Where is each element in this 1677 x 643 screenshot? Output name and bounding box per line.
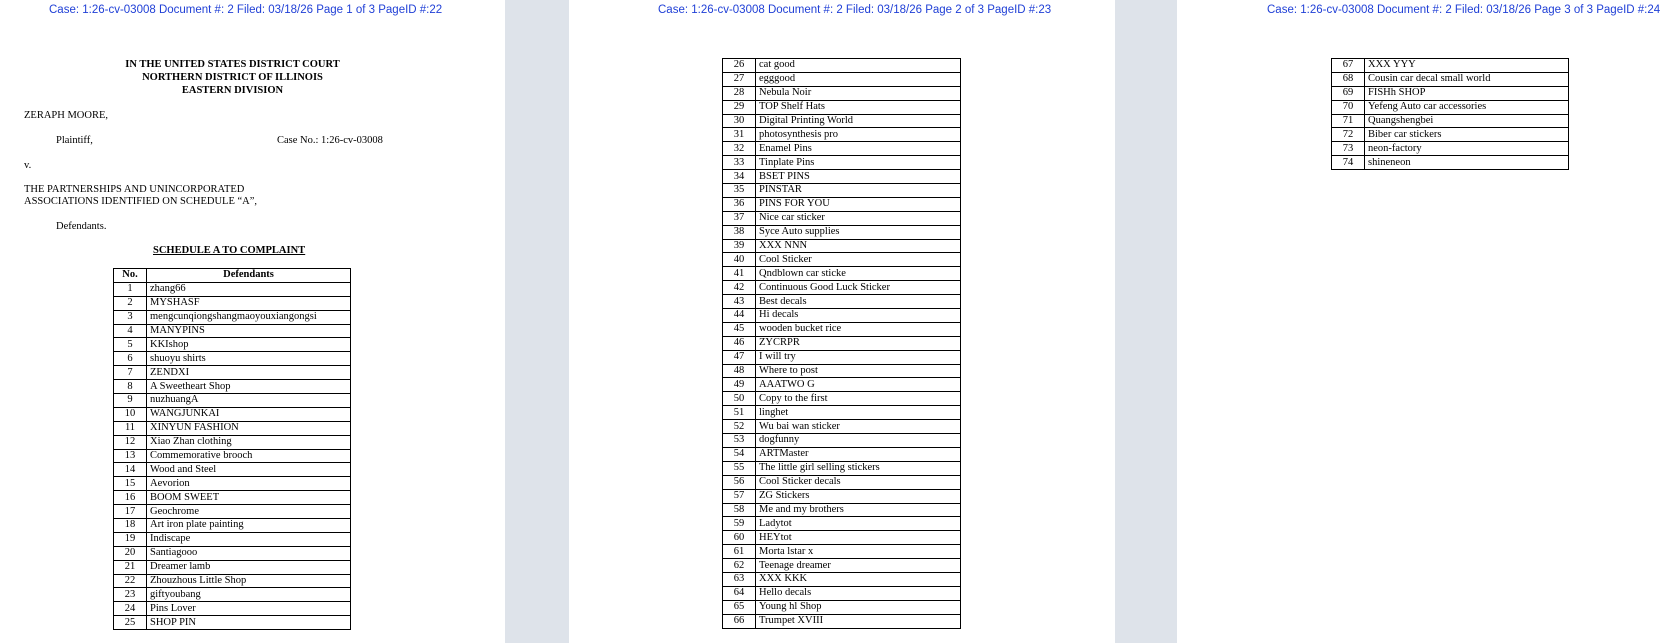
row-number: 34	[723, 170, 756, 184]
defendant-name: zhang66	[147, 282, 351, 296]
defendant-name: egggood	[756, 72, 961, 86]
row-number: 49	[723, 378, 756, 392]
defendant-name: ARTMaster	[756, 447, 961, 461]
defendant-name: Cool Sticker decals	[756, 475, 961, 489]
table-row	[723, 239, 961, 253]
table-row	[723, 586, 961, 600]
row-number: 71	[1332, 114, 1365, 128]
defendant-name: FISHh SHOP	[1365, 86, 1569, 100]
row-number: 37	[723, 211, 756, 225]
defendant-name: Teenage dreamer	[756, 559, 961, 573]
court-caption-heading	[0, 58, 465, 97]
table-row	[114, 491, 351, 505]
row-number: 22	[114, 574, 147, 588]
table-row	[723, 434, 961, 448]
table-row	[723, 350, 961, 364]
defendant-name: Nebula Noir	[756, 86, 961, 100]
row-number: 3	[114, 310, 147, 324]
versus: v.	[24, 160, 32, 171]
defendant-name: Biber car stickers	[1365, 128, 1569, 142]
defendant-name: neon-factory	[1365, 142, 1569, 156]
table-row	[723, 461, 961, 475]
column-header-no: No.	[114, 269, 147, 283]
defendant-name: Cousin car decal small world	[1365, 72, 1569, 86]
row-number: 38	[723, 225, 756, 239]
row-number: 20	[114, 546, 147, 560]
table-row	[723, 531, 961, 545]
row-number: 33	[723, 156, 756, 170]
row-number: 65	[723, 600, 756, 614]
defendant-name: Wu bai wan sticker	[756, 420, 961, 434]
table-row	[723, 322, 961, 336]
table-row	[723, 420, 961, 434]
table-row	[723, 267, 961, 281]
defendant-name: Young hl Shop	[756, 600, 961, 614]
table-row	[723, 392, 961, 406]
row-number: 35	[723, 184, 756, 198]
table-row	[723, 86, 961, 100]
defendant-name: Tinplate Pins	[756, 156, 961, 170]
table-row	[114, 602, 351, 616]
defendant-name: Me and my brothers	[756, 503, 961, 517]
row-number: 56	[723, 475, 756, 489]
table-row	[723, 211, 961, 225]
court-district: NORTHERN DISTRICT OF ILLINOIS	[142, 72, 323, 83]
court-division: EASTERN DIVISION	[181, 85, 284, 96]
defendants-caption-line-1: THE PARTNERSHIPS AND UNINCORPORATED	[24, 184, 245, 195]
schedule-title: SCHEDULE A TO COMPLAINT	[153, 245, 306, 256]
row-number: 30	[723, 114, 756, 128]
row-number: 59	[723, 517, 756, 531]
table-row	[114, 296, 351, 310]
table-row	[114, 616, 351, 630]
defendant-name: ZG Stickers	[756, 489, 961, 503]
table-row	[114, 310, 351, 324]
document-page-2	[569, 0, 1115, 643]
table-row	[723, 142, 961, 156]
defendant-name: Morta lstar x	[756, 545, 961, 559]
table-row	[114, 338, 351, 352]
table-row	[723, 545, 961, 559]
table-row	[114, 366, 351, 380]
row-number: 72	[1332, 128, 1365, 142]
row-number: 43	[723, 295, 756, 309]
defendant-name: PINS FOR YOU	[756, 197, 961, 211]
table-row	[114, 394, 351, 408]
table-row	[114, 505, 351, 519]
defendant-name: dogfunny	[756, 434, 961, 448]
row-number: 27	[723, 72, 756, 86]
case-number: Case No.: 1:26-cv-03008	[277, 135, 383, 146]
table-row	[723, 572, 961, 586]
defendant-name: MYSHASF	[147, 296, 351, 310]
defendant-name: TOP Shelf Hats	[756, 100, 961, 114]
defendant-name: Quangshengbei	[1365, 114, 1569, 128]
table-row	[723, 559, 961, 573]
row-number: 66	[723, 614, 756, 628]
row-number: 67	[1332, 59, 1365, 73]
table-row	[723, 295, 961, 309]
defendant-name: cat good	[756, 59, 961, 73]
row-number: 63	[723, 572, 756, 586]
table-row	[114, 380, 351, 394]
defendant-name: Cool Sticker	[756, 253, 961, 267]
defendant-name: Nice car sticker	[756, 211, 961, 225]
row-number: 74	[1332, 156, 1365, 170]
table-row	[114, 519, 351, 533]
table-row	[114, 435, 351, 449]
row-number: 48	[723, 364, 756, 378]
defendant-name: shuoyu shirts	[147, 352, 351, 366]
defendant-name: Dreamer lamb	[147, 560, 351, 574]
row-number: 28	[723, 86, 756, 100]
row-number: 68	[1332, 72, 1365, 86]
table-row	[1332, 86, 1569, 100]
defendants-role: Defendants.	[56, 221, 107, 232]
schedule-header-row	[114, 269, 351, 283]
defendant-name: AAATWO G	[756, 378, 961, 392]
row-number: 10	[114, 407, 147, 421]
row-number: 9	[114, 394, 147, 408]
defendant-name: I will try	[756, 350, 961, 364]
row-number: 21	[114, 560, 147, 574]
table-row	[723, 336, 961, 350]
table-row	[723, 59, 961, 73]
defendant-name: Continuous Good Luck Sticker	[756, 281, 961, 295]
row-number: 54	[723, 447, 756, 461]
table-row	[723, 503, 961, 517]
row-number: 45	[723, 322, 756, 336]
defendant-name: XXX NNN	[756, 239, 961, 253]
defendant-name: Aevorion	[147, 477, 351, 491]
defendant-name: Geochrome	[147, 505, 351, 519]
defendant-name: nuzhuangA	[147, 394, 351, 408]
row-number: 4	[114, 324, 147, 338]
row-number: 42	[723, 281, 756, 295]
table-row	[723, 281, 961, 295]
row-number: 11	[114, 421, 147, 435]
row-number: 31	[723, 128, 756, 142]
row-number: 5	[114, 338, 147, 352]
defendant-name: The little girl selling stickers	[756, 461, 961, 475]
table-row	[1332, 72, 1569, 86]
defendant-name: Commemorative brooch	[147, 449, 351, 463]
row-number: 2	[114, 296, 147, 310]
document-page-1	[0, 0, 505, 643]
table-row	[723, 184, 961, 198]
table-row	[723, 114, 961, 128]
row-number: 15	[114, 477, 147, 491]
defendant-name: Qndblown car sticke	[756, 267, 961, 281]
row-number: 44	[723, 309, 756, 323]
case-header-stamp: Case: 1:26-cv-03008 Document #: 2 Filed: 03/18/26 Page 2 of 3 PageID #:23	[658, 4, 1052, 16]
row-number: 52	[723, 420, 756, 434]
table-row	[1332, 142, 1569, 156]
defendant-name: Yefeng Auto car accessories	[1365, 100, 1569, 114]
row-number: 29	[723, 100, 756, 114]
defendant-name: Zhouzhous Little Shop	[147, 574, 351, 588]
row-number: 73	[1332, 142, 1365, 156]
row-number: 57	[723, 489, 756, 503]
row-number: 51	[723, 406, 756, 420]
defendant-name: Santiagooo	[147, 546, 351, 560]
table-row	[114, 449, 351, 463]
table-row	[114, 282, 351, 296]
row-number: 69	[1332, 86, 1365, 100]
row-number: 41	[723, 267, 756, 281]
row-number: 14	[114, 463, 147, 477]
table-row	[723, 614, 961, 628]
defendant-name: KKIshop	[147, 338, 351, 352]
defendant-name: XXX KKK	[756, 572, 961, 586]
defendant-name: BSET PINS	[756, 170, 961, 184]
defendant-name: shineneon	[1365, 156, 1569, 170]
table-row	[114, 352, 351, 366]
table-row	[1332, 128, 1569, 142]
row-number: 46	[723, 336, 756, 350]
plaintiff-name: ZERAPH MOORE,	[24, 110, 109, 121]
defendant-name: A Sweetheart Shop	[147, 380, 351, 394]
row-number: 6	[114, 352, 147, 366]
table-row	[723, 309, 961, 323]
row-number: 25	[114, 616, 147, 630]
defendant-name: Enamel Pins	[756, 142, 961, 156]
table-row	[723, 170, 961, 184]
schedule-table-part-2	[722, 58, 961, 629]
defendant-name: Xiao Zhan clothing	[147, 435, 351, 449]
defendant-name: ZENDXI	[147, 366, 351, 380]
row-number: 23	[114, 588, 147, 602]
table-row	[723, 100, 961, 114]
defendant-name: Hello decals	[756, 586, 961, 600]
defendant-name: giftyoubang	[147, 588, 351, 602]
row-number: 55	[723, 461, 756, 475]
table-row	[723, 197, 961, 211]
table-row	[114, 324, 351, 338]
table-row	[723, 600, 961, 614]
table-row	[723, 378, 961, 392]
row-number: 40	[723, 253, 756, 267]
case-header-stamp: Case: 1:26-cv-03008 Document #: 2 Filed: 03/18/26 Page 3 of 3 PageID #:24	[1267, 4, 1661, 16]
table-row	[723, 253, 961, 267]
table-row	[114, 532, 351, 546]
table-row	[723, 72, 961, 86]
defendant-name: PINSTAR	[756, 184, 961, 198]
table-row	[1332, 59, 1569, 73]
row-number: 24	[114, 602, 147, 616]
table-row	[114, 560, 351, 574]
row-number: 1	[114, 282, 147, 296]
row-number: 61	[723, 545, 756, 559]
case-header-stamp: Case: 1:26-cv-03008 Document #: 2 Filed: 03/18/26 Page 1 of 3 PageID #:22	[49, 4, 443, 16]
table-row	[114, 477, 351, 491]
table-row	[114, 421, 351, 435]
table-row	[114, 407, 351, 421]
defendant-name: Indiscape	[147, 532, 351, 546]
row-number: 19	[114, 532, 147, 546]
table-row	[723, 517, 961, 531]
defendant-name: Hi decals	[756, 309, 961, 323]
row-number: 70	[1332, 100, 1365, 114]
document-page-3	[1177, 0, 1677, 643]
row-number: 53	[723, 434, 756, 448]
defendant-name: SHOP PIN	[147, 616, 351, 630]
row-number: 47	[723, 350, 756, 364]
defendant-name: Where to post	[756, 364, 961, 378]
defendants-caption-line-2: ASSOCIATIONS IDENTIFIED ON SCHEDULE “A”,	[24, 196, 258, 207]
defendant-name: XINYUN FASHION	[147, 421, 351, 435]
table-row	[114, 588, 351, 602]
table-row	[723, 489, 961, 503]
defendant-name: Trumpet XVIII	[756, 614, 961, 628]
row-number: 36	[723, 197, 756, 211]
row-number: 16	[114, 491, 147, 505]
table-row	[1332, 156, 1569, 170]
table-row	[723, 406, 961, 420]
defendant-name: Art iron plate painting	[147, 519, 351, 533]
defendant-name: photosynthesis pro	[756, 128, 961, 142]
row-number: 58	[723, 503, 756, 517]
defendant-name: Ladytot	[756, 517, 961, 531]
defendant-name: linghet	[756, 406, 961, 420]
defendant-name: HEYtot	[756, 531, 961, 545]
row-number: 62	[723, 559, 756, 573]
table-row	[723, 156, 961, 170]
defendant-name: Best decals	[756, 295, 961, 309]
defendant-name: Wood and Steel	[147, 463, 351, 477]
defendant-name: BOOM SWEET	[147, 491, 351, 505]
table-row	[723, 225, 961, 239]
row-number: 60	[723, 531, 756, 545]
row-number: 13	[114, 449, 147, 463]
defendant-name: mengcunqiongshangmaoyouxiangongsi	[147, 310, 351, 324]
defendant-name: Syce Auto supplies	[756, 225, 961, 239]
defendant-name: XXX YYY	[1365, 59, 1569, 73]
table-row	[114, 546, 351, 560]
column-header-defendants: Defendants	[147, 269, 351, 283]
table-row	[723, 364, 961, 378]
court-name: IN THE UNITED STATES DISTRICT COURT	[125, 59, 340, 70]
row-number: 50	[723, 392, 756, 406]
defendant-name: ZYCRPR	[756, 336, 961, 350]
row-number: 26	[723, 59, 756, 73]
defendant-name: MANYPINS	[147, 324, 351, 338]
defendant-name: Copy to the first	[756, 392, 961, 406]
schedule-table-part-3	[1331, 58, 1569, 170]
row-number: 7	[114, 366, 147, 380]
plaintiff-role: Plaintiff,	[56, 135, 93, 146]
table-row	[723, 447, 961, 461]
table-row	[114, 574, 351, 588]
defendant-name: Digital Printing World	[756, 114, 961, 128]
defendant-name: wooden bucket rice	[756, 322, 961, 336]
row-number: 39	[723, 239, 756, 253]
table-row	[1332, 100, 1569, 114]
table-row	[723, 128, 961, 142]
table-row	[114, 463, 351, 477]
defendant-name: WANGJUNKAI	[147, 407, 351, 421]
row-number: 12	[114, 435, 147, 449]
row-number: 17	[114, 505, 147, 519]
row-number: 8	[114, 380, 147, 394]
row-number: 64	[723, 586, 756, 600]
row-number: 18	[114, 519, 147, 533]
table-row	[723, 475, 961, 489]
schedule-table-part-1	[113, 268, 351, 630]
table-row	[1332, 114, 1569, 128]
defendant-name: Pins Lover	[147, 602, 351, 616]
row-number: 32	[723, 142, 756, 156]
